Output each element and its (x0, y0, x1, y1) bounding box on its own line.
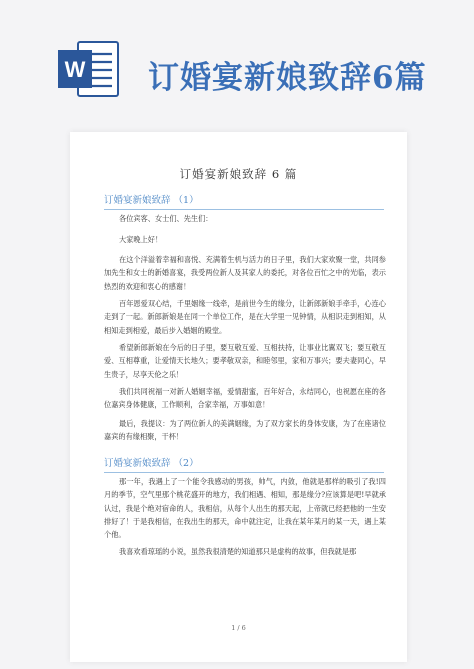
section-heading-2: 订婚宴新娘致辞 （2） (104, 455, 384, 473)
paragraph-4: 我们共同祝福一对新人婚姻幸福，爱情甜蜜，百年好合，永结同心，也祝愿在座的各位嘉宾身体健康，工作顺利，合家幸福，万事如意！ (104, 387, 386, 410)
page-title: 订婚宴新娘致辞 6 篇 (179, 167, 298, 181)
word-doc-icon (56, 38, 122, 100)
paragraph-evening: 大家晚上好！ (119, 235, 163, 244)
word-logo-letter: W (64, 57, 86, 82)
paragraph-5: 最后，我提议：为了两位新人的美满姻缘，为了双方家长的身体安康，为了在座诸位嘉宾的有缘相聚，干杯！ (104, 419, 386, 442)
paragraph-2: 百年恩爱双心结，千里姻缘一线牵，是前世今生的缘分，让新郎新娘手牵手，心连心走到了一起。新郎新娘是在同一个单位工作，是在大学里一见钟情，从相识走到相知，从相知走到相爱，最后步入婚姻的殿堂。 (104, 299, 386, 335)
banner-title: 订婚宴新娘致辞6篇 (148, 60, 427, 96)
page-number: 1 / 6 (231, 624, 246, 632)
paragraph-3: 希望新郎新娘在今后的日子里，要互敬互爱、互相扶持，让事业比翼双飞；要互敬互爱、互相尊重，让爱情天长地久；要孝敬双亲，和睦邻里，家和万事兴；要夫妻同心，早生贵子，尽享天伦之乐！ (104, 343, 386, 379)
document-banner (0, 0, 474, 112)
paragraph-6: 那一年，我遇上了一个能令我感动的男孩，帅气，内敛，他就是那样的吸引了我!四月的季节，空气里那个桃花盛开的地方，我们相遇、相知，那是缘分?应该算是吧!早就承认过，我是个绝对宿命的人，我相信，从每个人出生的那天起，上帝就已经把他的一生安排好了！于是我相信，在我出生的那天，命中就注定，让我在某年某月的某一天，遇上某个他。 (104, 477, 386, 540)
section-heading-1: 订婚宴新娘致辞 （1） (104, 192, 384, 210)
paragraph-1: 在这个洋溢着幸福和喜悦、充满着生机与活力的日子里，我们大家欢聚一堂，共同参加先生和女士的新婚喜宴，我受两位新人及其家人的委托，对各位百忙之中的光临，表示热烈的欢迎和衷心的感谢！ (104, 255, 386, 291)
paragraph-7: 我喜欢看琼瑶的小说，虽然我很清楚的知道那只是虚构的故事，但我就是那 (119, 547, 357, 556)
paragraph-greeting: 各位宾客、女士们、先生们： (119, 214, 213, 223)
document-page (70, 132, 407, 662)
